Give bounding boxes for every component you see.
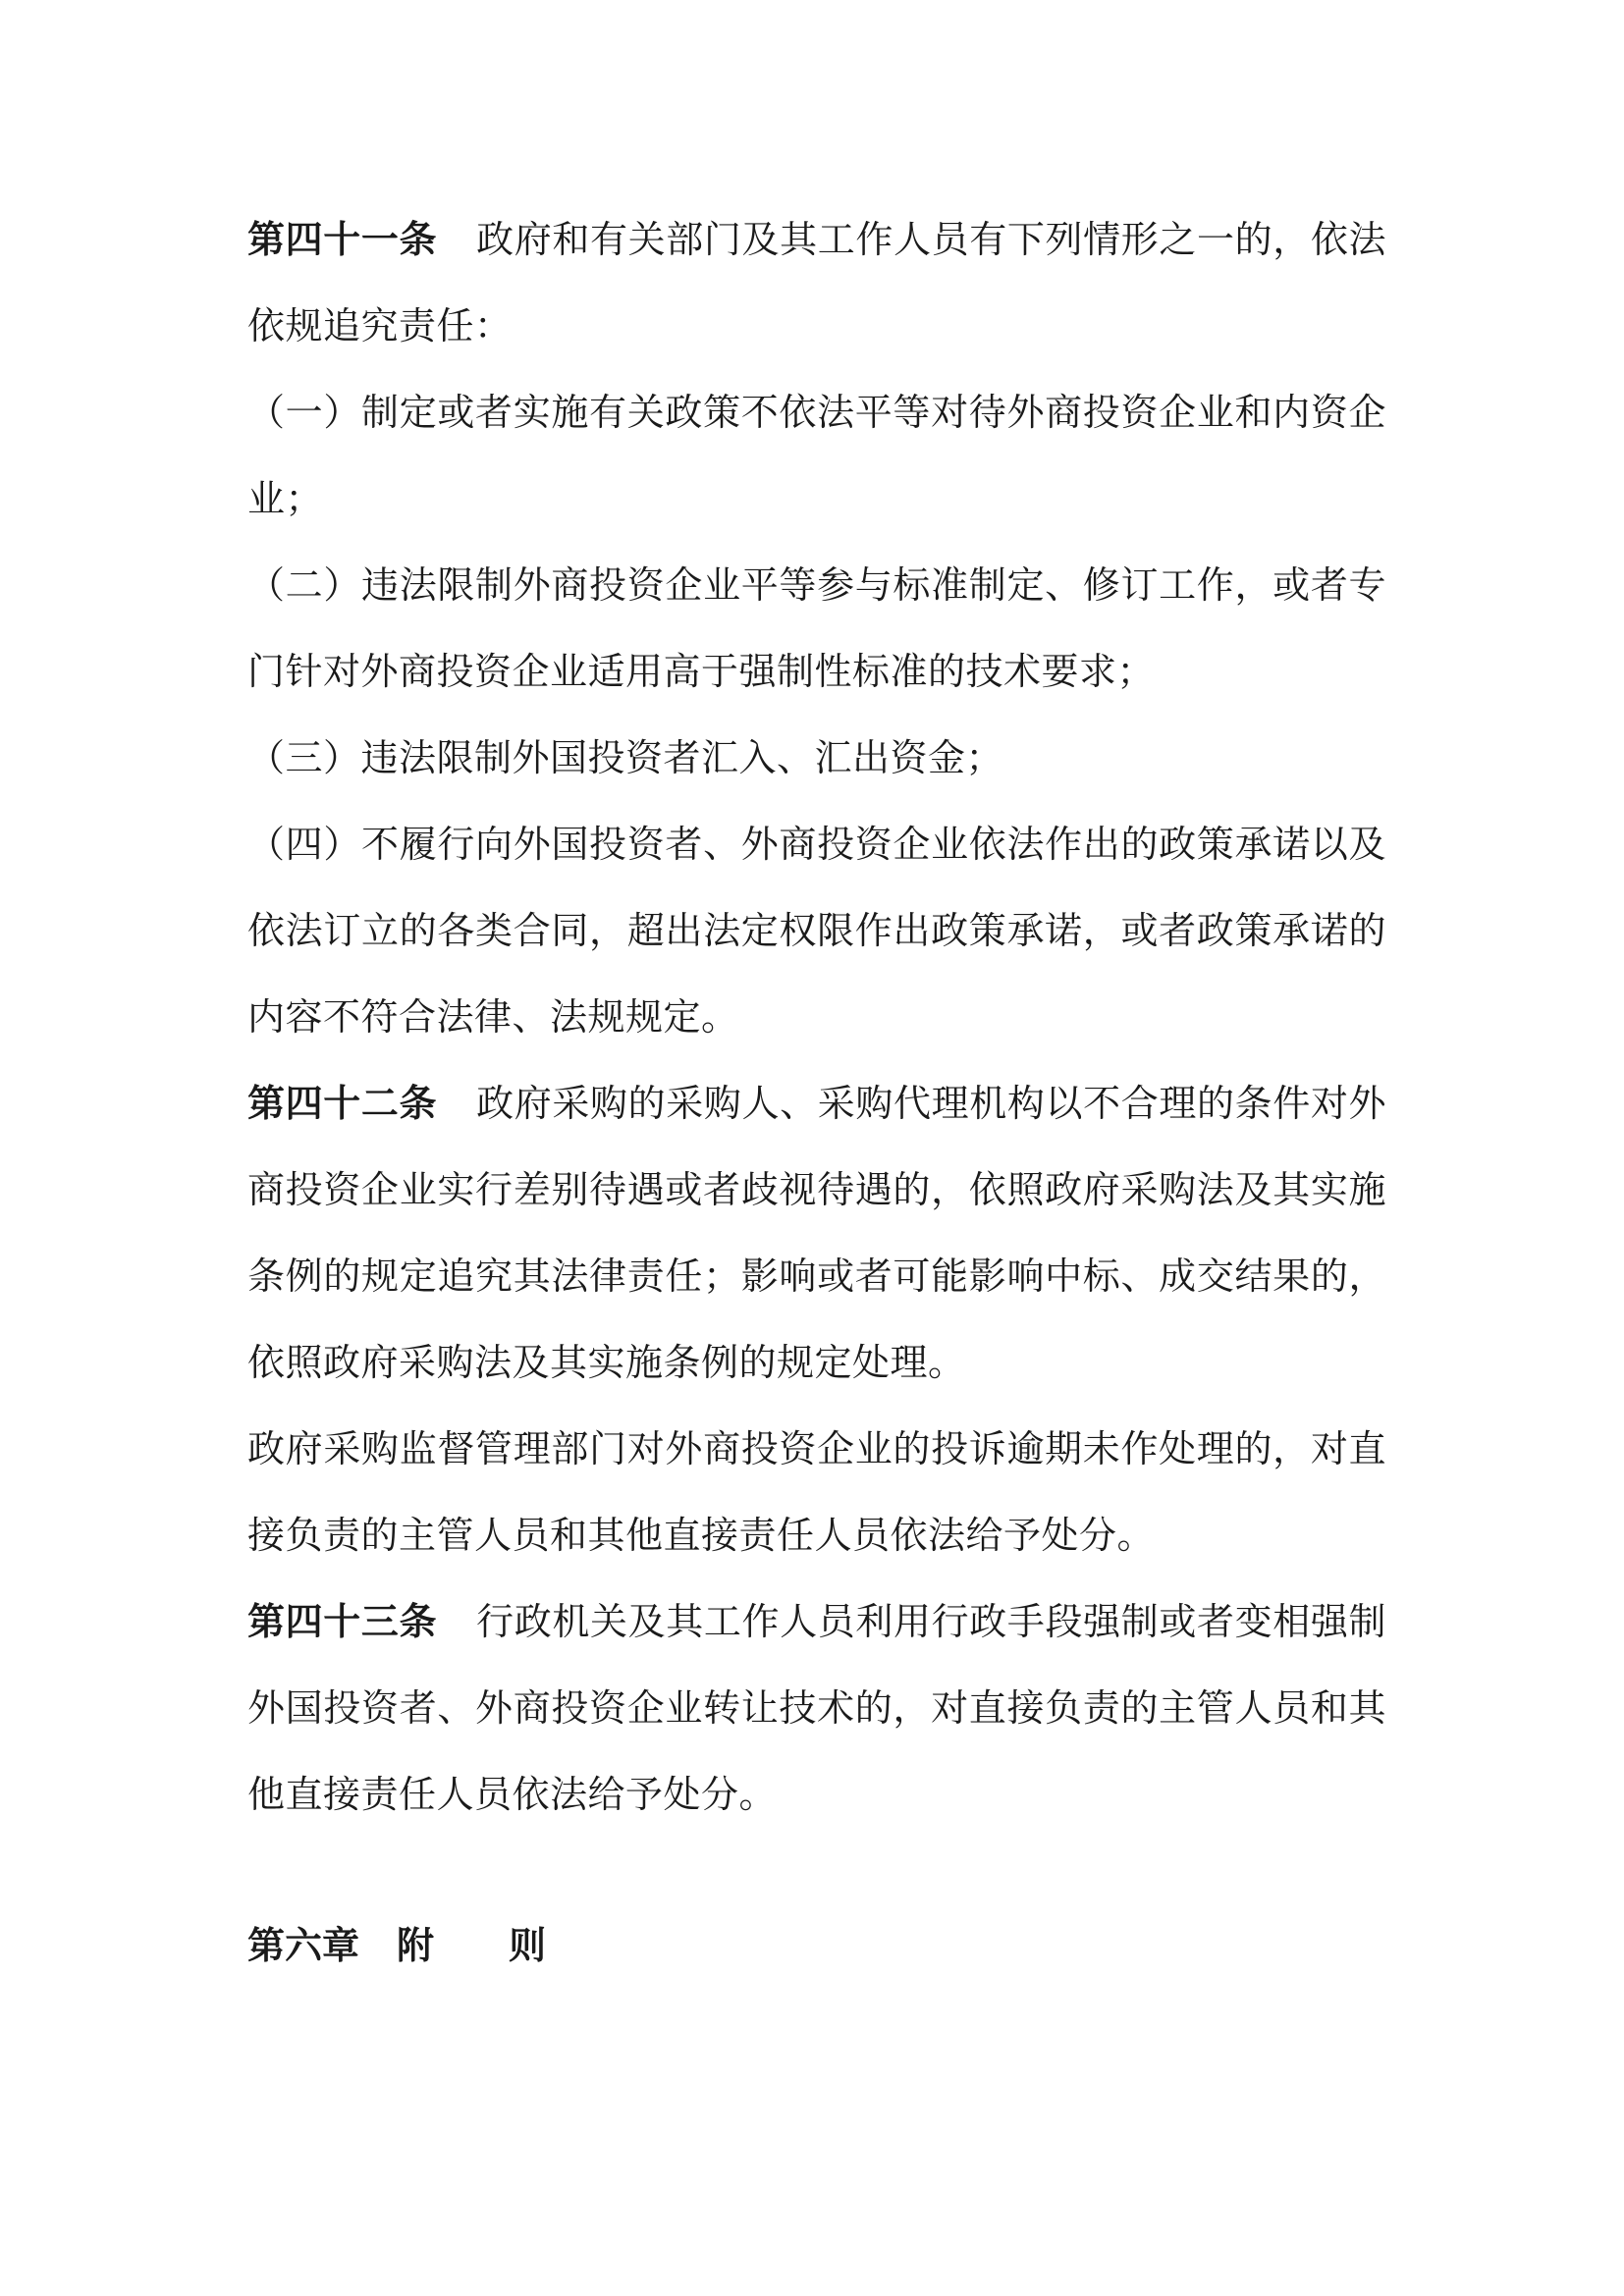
document-body: [247, 196, 1386, 1838]
article-42-text: 政府采购的采购人、采购代理机构以不合理的条件对外商投资企业实行差别待遇或者歧视待遇的，依照政府采购法及其实施条例的规定追究其法律责任；影响或者可能影响中标、成交结果的，依照政府采购法及其实施条例的规定处理。: [247, 1082, 1386, 1384]
article-43: [247, 1578, 1386, 1838]
article-41-item-3: （三）违法限制外国投资者汇入、汇出资金；: [247, 736, 1004, 779]
article-42: [247, 1060, 1386, 1406]
article-42-number: 第四十二条: [247, 1082, 438, 1125]
article-43-number: 第四十三条: [247, 1600, 438, 1643]
article-41-number: 第四十一条: [247, 218, 438, 261]
article-42-paragraph-2: 政府采购监督管理部门对外商投资企业的投诉逾期未作处理的，对直接负责的主管人员和其他直接责任人员依法给予处分。: [247, 1427, 1386, 1557]
article-41-item-2: （二）违法限制外商投资企业平等参与标准制定、修订工作，或者专门针对外商投资企业适用高于强制性标准的技术要求；: [247, 563, 1386, 693]
article-43-text: 行政机关及其工作人员利用行政手段强制或者变相强制外国投资者、外商投资企业转让技术的，对直接负责的主管人员和其他直接责任人员依法给予处分。: [247, 1600, 1386, 1816]
article-41-text: 政府和有关部门及其工作人员有下列情形之一的，依法依规追究责任：: [247, 218, 1386, 347]
article-41-item-1: （一）制定或者实施有关政策不依法平等对待外商投资企业和内资企业；: [247, 391, 1386, 520]
article-41: [247, 196, 1386, 369]
chapter-heading: 第六章 附 则: [247, 1924, 547, 1967]
article-41-item-4: （四）不履行向外国投资者、外商投资企业依法作出的政策承诺以及依法订立的各类合同，超出法定权限作出政策承诺，或者政策承诺的内容不符合法律、法规规定。: [247, 823, 1386, 1039]
